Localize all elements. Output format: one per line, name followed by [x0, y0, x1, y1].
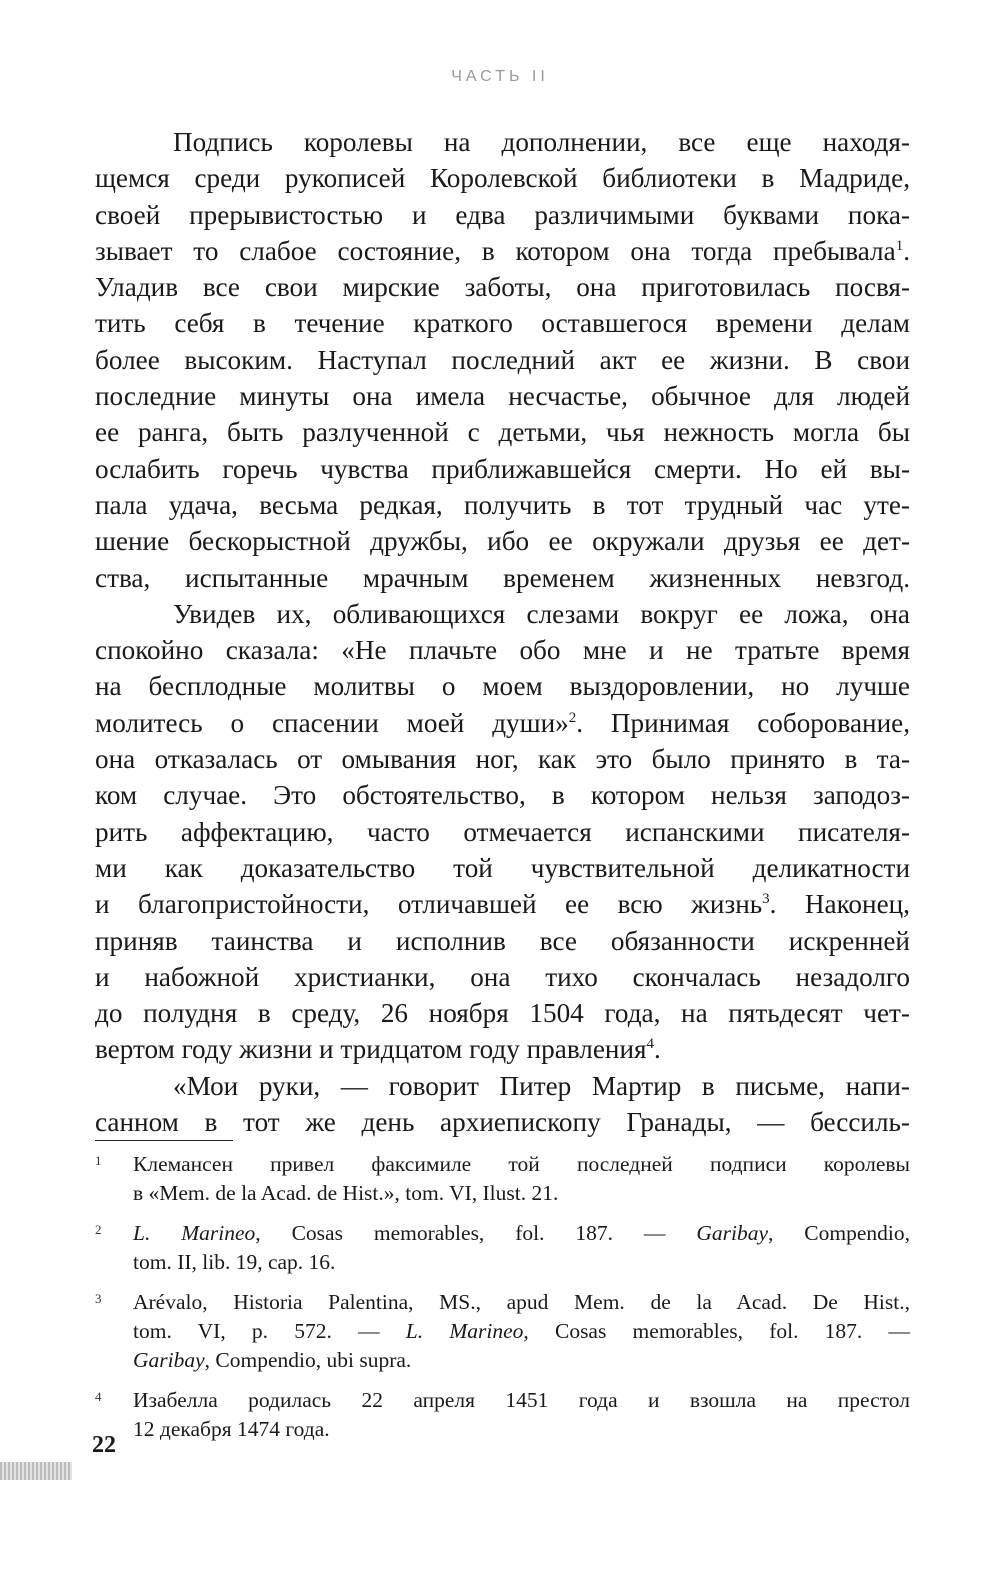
- text-line: своей прерывистостью и едва различимыми буквами пока-: [95, 199, 910, 230]
- text-line: последние минуты она имела несчастье, обычное для людей: [95, 381, 910, 412]
- footnote-number: 2: [95, 1222, 102, 1237]
- author-name: Garibay: [696, 1221, 769, 1245]
- footnote-4: [95, 1386, 910, 1444]
- footnote-1: [95, 1150, 910, 1208]
- main-text: [95, 124, 910, 1140]
- text-line: Подпись королевы на дополнении, все еще находя-: [173, 127, 910, 157]
- footnote-line: tom. VI, p. 572. — L. Marineo, Cosas memorables, fol. 187. —: [133, 1319, 911, 1343]
- page-number: 22: [92, 1432, 116, 1458]
- author-name: Garibay: [133, 1348, 205, 1372]
- author-name: L. Marineo: [405, 1319, 524, 1343]
- text-line: ее ранга, быть разлученной с детьми, чья нежность могла бы: [95, 417, 910, 448]
- paragraph-1: [95, 124, 910, 596]
- text-line: ми как доказательство той чувствительной деликатности: [95, 852, 910, 883]
- text-line: ком случае. Это обстоятельство, в котором нельзя заподоз-: [95, 780, 910, 811]
- footnote-ref[interactable]: 2: [568, 709, 577, 726]
- footnote-line: Клемансен привел факсимиле той последней подписи королевы: [133, 1152, 910, 1176]
- author-name: L. Marineo: [133, 1221, 256, 1245]
- footnote-ref[interactable]: 4: [646, 1036, 655, 1053]
- footnote-separator: [95, 1140, 233, 1141]
- footnote-line: L. Marineo, Cosas memorables, fol. 187. — Garibay, Compendio,: [133, 1221, 911, 1245]
- text-line: пала удача, весьма редкая, получить в тот трудный час уте-: [95, 489, 910, 520]
- text-line: и благопристойности, отличавшей ее всю жизнь$^3$. Наконец,: [95, 889, 910, 920]
- text-line: вертом году жизни и тридцатом году правления$^4$.: [95, 1034, 661, 1065]
- text-line: Уладив все свои мирские заботы, она приготовилась посвя-: [95, 272, 910, 303]
- text-line: более высоким. Наступал последний акт ее жизни. В свои: [95, 344, 910, 375]
- footnote-number: 1: [95, 1153, 102, 1168]
- text-line: «Мои руки, — говорит Питер Мартир в письме, напи-: [173, 1070, 910, 1101]
- text-line: молитесь о спасении моей души»$^2$. Принимая соборование,: [95, 707, 910, 738]
- text-line: приняв таинства и исполнив все обязанности искренней: [95, 925, 910, 956]
- footnote-line: в «Mem. de la Acad. de Hist.», tom. VI, Ilust. 21.: [133, 1181, 559, 1205]
- footnotes: [95, 1150, 910, 1455]
- text-line: шение бескорыстной дружбы, ибо ее окружали друзья ее дет-: [95, 526, 910, 557]
- text-line: на бесплодные молитвы о моем выздоровлении, но лучше: [95, 671, 910, 702]
- footnote-number: 4: [95, 1389, 102, 1404]
- text-line: и набожной христианки, она тихо скончалась незадолго: [95, 961, 910, 992]
- text-line: Увидев их, обливающихся слезами вокруг ее ложа, она: [173, 598, 910, 629]
- text-line: ослабить горечь чувства приближавшейся смерти. Но ей вы-: [95, 453, 910, 484]
- text-line: она отказалась от омывания ног, как это было принято в та-: [95, 744, 910, 775]
- footnote-line: Garibay, Compendio, ubi supra.: [133, 1348, 412, 1372]
- text-line: до полудня в среду, 26 ноября 1504 года, на пятьдесят чет-: [95, 998, 910, 1029]
- footnote-ref[interactable]: 1: [895, 237, 904, 254]
- text-line: санном в тот же день архиепископу Гранады, — бессиль-: [95, 1107, 910, 1138]
- footnote-line: Изабелла родилась 22 апреля 1451 года и взошла на престол: [133, 1388, 910, 1412]
- text-line: спокойно сказала: «Не плачьте обо мне и не тратьте время: [95, 635, 910, 666]
- text-line: тить себя в течение краткого оставшегося времени делам: [95, 308, 910, 339]
- footnote-line: Arévalo, Historia Palentina, MS., apud Mem. de la Acad. De Hist.,: [133, 1290, 910, 1314]
- footnote-line: tom. II, lib. 19, cap. 16.: [133, 1250, 336, 1274]
- footnote-3: [95, 1288, 910, 1375]
- running-head: ЧАСТЬ II: [451, 68, 549, 85]
- text-line: ства, испытанные мрачным временем жизненных невзгод.: [95, 562, 910, 593]
- paragraph-3: [95, 1068, 910, 1141]
- footnote-2: [95, 1219, 910, 1277]
- paragraph-2: [95, 596, 910, 1068]
- footnote-ref[interactable]: 3: [762, 891, 770, 908]
- text-line: щемся среди рукописей Королевской библиотеки в Мадриде,: [95, 163, 910, 194]
- text-line: рить аффектацию, часто отмечается испанскими писателя-: [95, 816, 910, 847]
- text-line: зывает то слабое состояние, в котором она тогда пребывала$^1$.: [95, 235, 910, 266]
- footnote-line: 12 декабря 1474 года.: [133, 1417, 330, 1441]
- scan-artifact: [0, 1462, 72, 1480]
- footnote-number: 3: [95, 1291, 102, 1306]
